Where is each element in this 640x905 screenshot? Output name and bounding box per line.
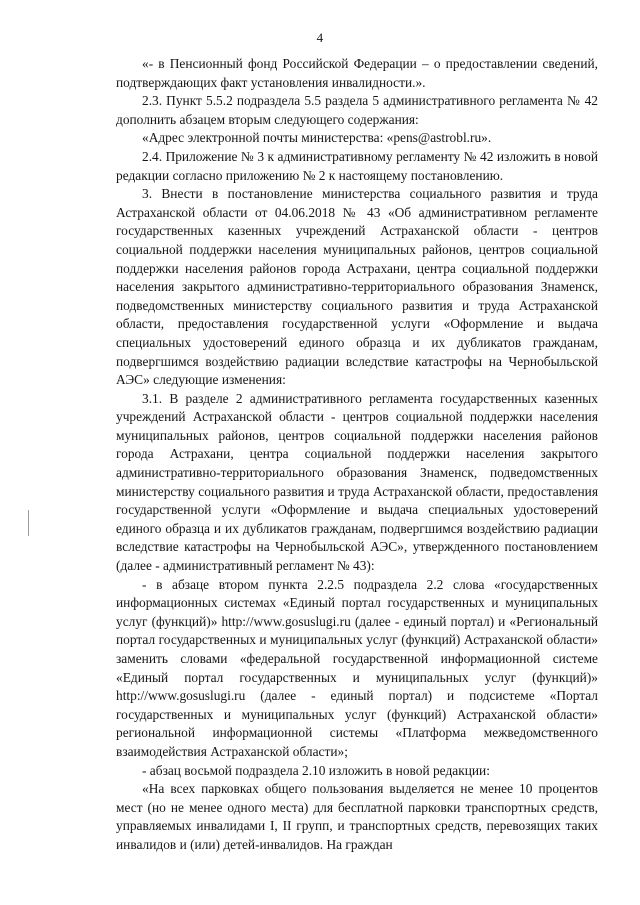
paragraph-3-1: 3.1. В разделе 2 административного регламента государственных казенных учреждений Астраханской области - центров социальной поддержки населения муниципальных районов, центров социальной поддержки населения районов города Астрахани, центра социальной поддержки населения закрытого административно-территориального образования Знаменск, подведомственных министерству социального развития и труда Астраханской области, предоставления государственной услуги «Оформление и выдача специальных удостоверений единого образца и их дубликатов гражданам, подвергшимся воздействию радиации вследствие катастрофы на Чернобыльской АЭС», утвержденного постановлением (далее - административный регламент № 43): (116, 390, 598, 574)
document-body (116, 55, 598, 855)
paragraph-2-3: 2.3. Пункт 5.5.2 подраздела 5.5 раздела 5 административного регламента № 42 дополнить абзацем вторым следующего содержания: (116, 93, 598, 127)
left-margin-mark (28, 510, 29, 536)
paragraph-parking-text: «На всех парковках общего пользования выделяется не менее 10 процентов мест (но не менее одного места) для бесплатной парковки транспортных средств, управляемых инвалидами I, II групп, и транспортных средств, перевозящих таких инвалидов и (или) детей-инвалидов. На граждан (116, 781, 598, 852)
paragraph-2-2-5-change: - в абзаце втором пункта 2.2.5 подраздела 2.2 слова «государственных информационных системах «Единый портал государственных и муниципальных услуг (функций)» http://www.gosuslugi.ru (далее - единый портал) и «Региональный портал государственных и муниципальных услуг (функций) Астраханской области» заменить словами «федеральной государственной информационной системе «Единый портал государственных и муниципальных услуг (функций)» http://www.gosuslugi.ru (далее - единый портал) и подсистеме «Портал государственных и муниципальных услуг (функций) Астраханской области» региональной информационной системы «Платформа межведомственного взаимодействия Астраханской области»; (116, 576, 598, 759)
paragraph-email-address: «Адрес электронной почты министерства: «pens@astrobl.ru». (142, 130, 492, 146)
paragraph-pension-fund-clause: «- в Пенсионный фонд Российской Федерации – о предоставлении сведений, подтверждающих факт установления инвалидности.». (116, 56, 598, 90)
paragraph-2-4: 2.4. Приложение № 3 к административному регламенту № 42 изложить в новой редакции согласно приложению № 2 к настоящему постановлению. (116, 148, 598, 183)
paragraph-3: 3. Внести в постановление министерства социального развития и труда Астраханской области от 04.06.2018 № 43 «Об административном регламенте государственных казенных учреждений Астраханской области - центров социальной поддержки населения муниципальных районов, центров социальной поддержки населения районов города Астрахани, центра социальной поддержки населения закрытого административно-территориального образования Знаменск, подведомственных министерству социального развития и труда Астраханской области, предоставления государственной услуги «Оформление и выдача специальных удостоверений единого образца и их дубликатов гражданам, подвергшимся воздействию радиации вследствие катастрофы на Чернобыльской АЭС» следующие изменения: (116, 186, 598, 388)
page-number: 4 (316, 30, 324, 45)
paragraph-2-10-change: - абзац восьмой подраздела 2.10 изложить в новой редакции: (142, 762, 490, 778)
